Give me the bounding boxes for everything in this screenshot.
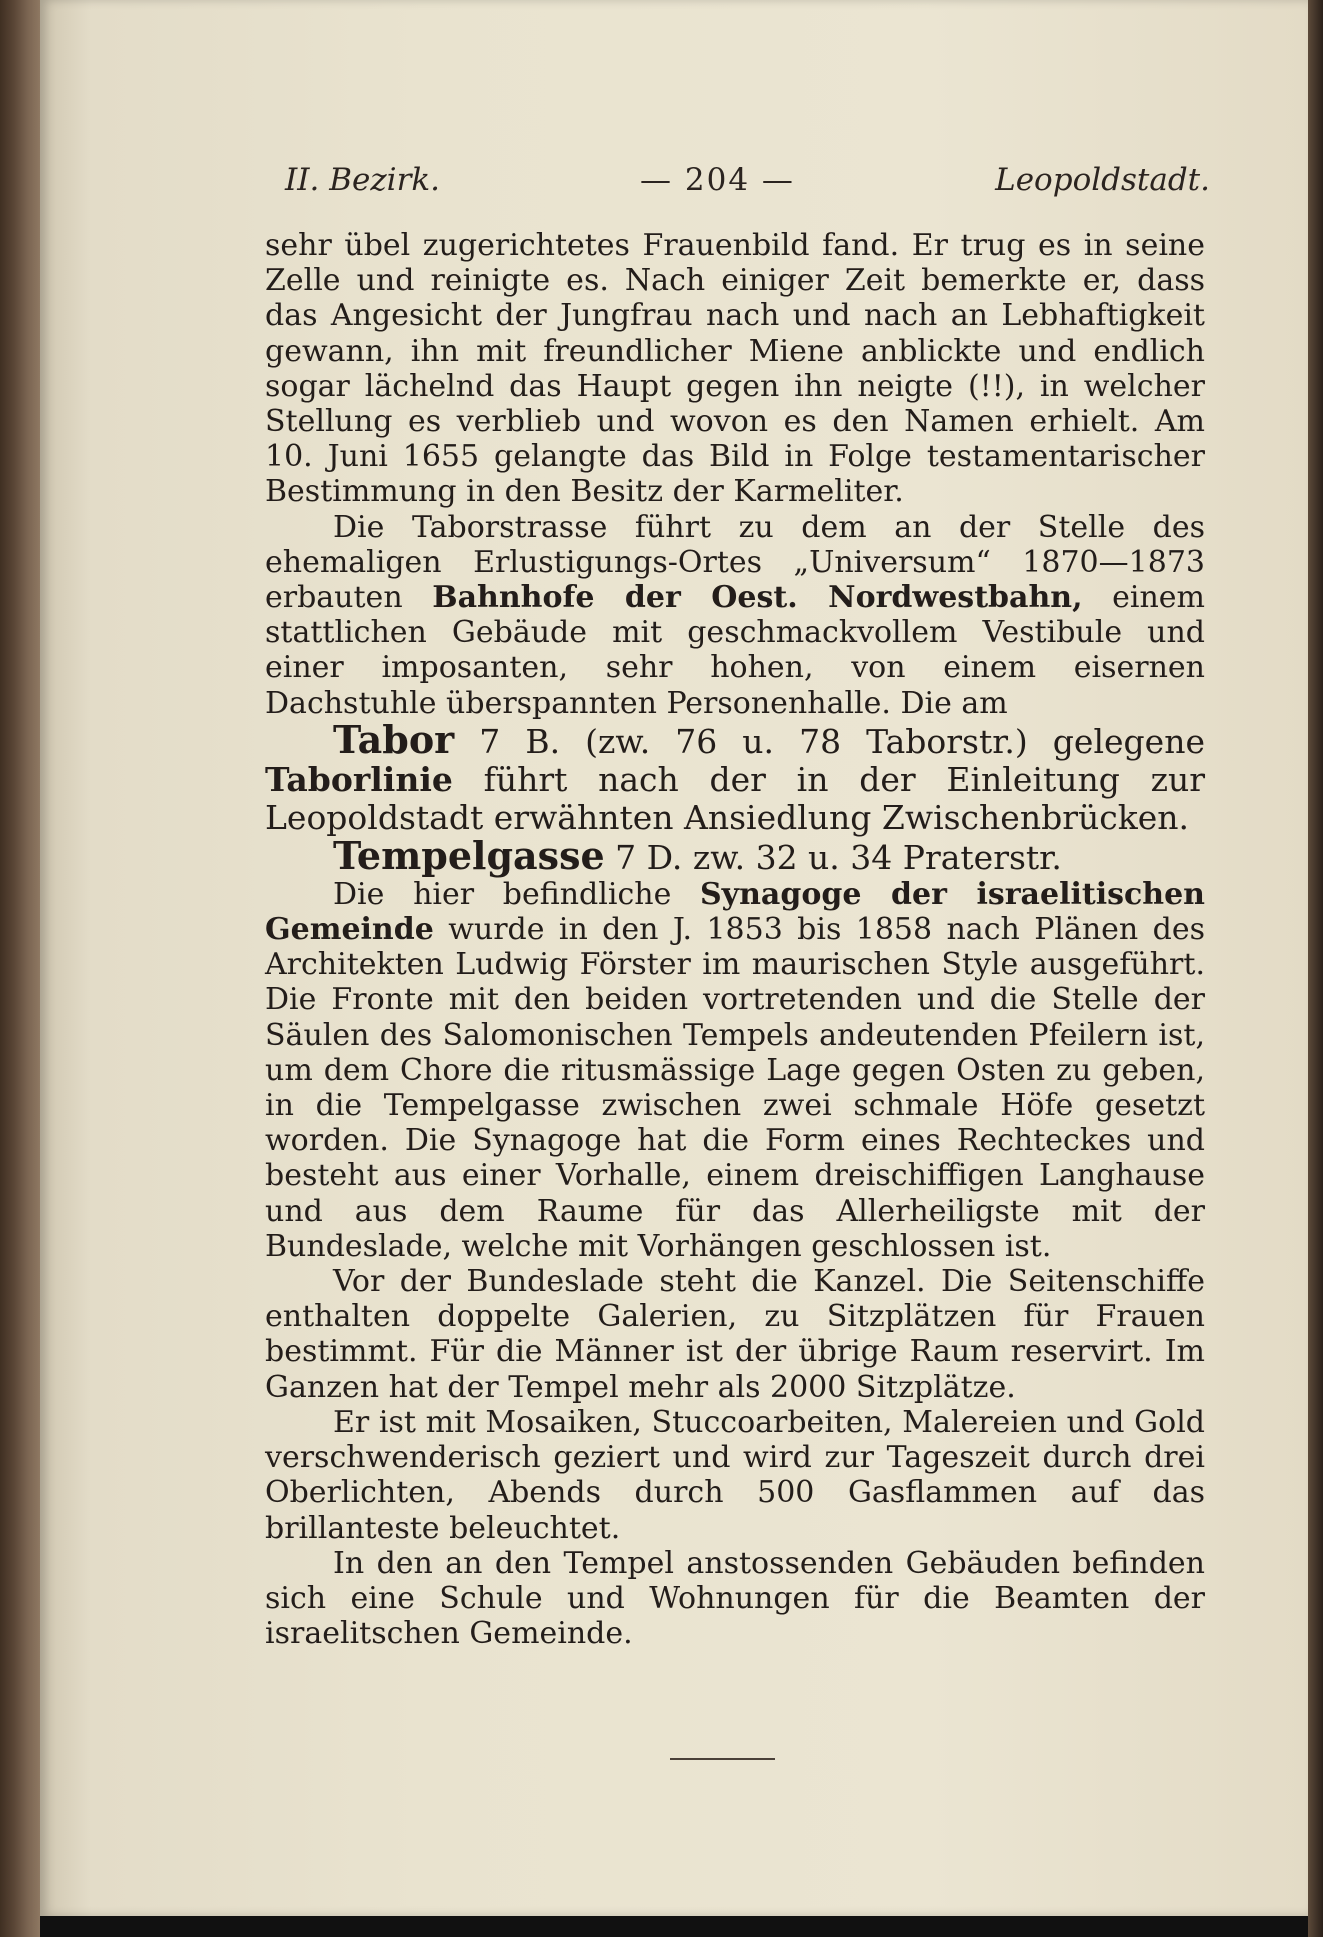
bold-term-taborlinie: Taborlinie (265, 759, 453, 799)
paragraph-mosaiken: Er ist mit Mosaiken, Stuccoarbeiten, Malereien und Gold verschwenderisch geziert und wird zur Tageszeit durch drei Oberlichten, Abends durch 500 Gasflammen auf das brillanteste beleuchtet. (265, 1404, 1205, 1546)
entry-tabor (265, 716, 1205, 837)
text-run: wurde in den J. 1853 bis 1858 nach Plänen des Architekten Ludwig Förster im maurischen Style ausgeführt. Die Fronte mit den beiden vortretenden und die Stelle der Säulen des Salomonischen Tempels andeutenden Pfeilern ist, um dem Chore die ritusmässige Lage gegen Osten zu geben, in die Tempelgasse zwischen zwei schmale Höfe gesetzt worden. Die Synagoge hat die Form eines Rechteckes und besteht aus einer Vorhalle, einem dreischiffigen Langhause und aus dem Raume für das Allerheiligste mit der Bundeslade, welche mit Vorhängen geschlossen ist. (265, 912, 1205, 1264)
text-run: Die hier befindliche (333, 876, 701, 912)
entry-heading-tempelgasse: Tempelgasse (333, 832, 605, 878)
text-run: Die Taborstrasse führt zu dem an der Stelle des ehemaligen Erlustigungs-Ortes „Universum“ 1870—1873 erbauten (265, 509, 1205, 616)
entry-tempelgasse (265, 832, 1205, 878)
running-header (225, 162, 1210, 202)
paragraph-taborstrasse (265, 510, 1205, 721)
entry-location: 7 B. (zw. 76 u. 78 Taborstr.) gelegene (454, 721, 1205, 761)
page-edge-shadow (1308, 0, 1323, 1937)
bottom-edge (40, 1916, 1308, 1937)
header-district: II. Bezirk. (285, 162, 441, 198)
header-section: Leopoldstadt. (995, 162, 1210, 198)
section-end-rule (670, 1758, 775, 1760)
paragraph-synagoge (265, 877, 1205, 1264)
body-text (265, 228, 1205, 1651)
text-run: einem stattlichen Gebäude mit geschmackvollem Vestibule und einer imposanten, sehr hohen, von einem eisernen Dachstuhle überspannten Personenhalle. Die am (265, 580, 1205, 721)
paragraph-bundeslade: Vor der Bundeslade steht die Kanzel. Die Seitenschiffe enthalten doppelte Galerien, zu Sitzplätzen für Frauen bestimmt. Für die Männer ist der übrige Raum reservirt. Im Ganzen hat der Tempel mehr als 2000 Sitzplätze. (265, 1264, 1205, 1405)
paragraph-gebaeude: In den an den Tempel anstossenden Gebäuden befinden sich eine Schule und Wohnungen für die Beamten der israelitschen Gemeinde. (265, 1545, 1205, 1652)
text-run: führt nach der in der Einleitung zur Leopoldstadt erwähnten Ansiedlung Zwischenbrücken. (265, 759, 1205, 837)
page-number: — 204 — (640, 162, 795, 198)
book-spine-shadow (0, 0, 40, 1937)
bold-term-synagoge: Synagoge der israelitischen Gemeinde (265, 876, 1205, 948)
entry-location: 7 D. zw. 32 u. 34 Praterstr. (604, 837, 1062, 877)
paragraph-frauenbild: sehr übel zugerichtetes Frauenbild fand. Er trug es in seine Zelle und reinigte es. Nach einiger Zeit bemerkte er, dass das Angesicht der Jungfrau nach und nach an Lebhaftigkeit gewann, ihn mit freundlicher Miene anblickte und endlich sogar lächelnd das Haupt gegen ihn neigte (!!), in welcher Stellung es verblieb und wovon es den Namen erhielt. Am 10. Juni 1655 gelangte das Bild in Folge testamentarischer Bestimmung in den Besitz der Karmeliter. (265, 228, 1205, 510)
entry-heading-tabor: Tabor (333, 716, 455, 762)
bold-term-bahnhof: Bahnhofe der Oest. Nordwestbahn, (432, 580, 1083, 616)
